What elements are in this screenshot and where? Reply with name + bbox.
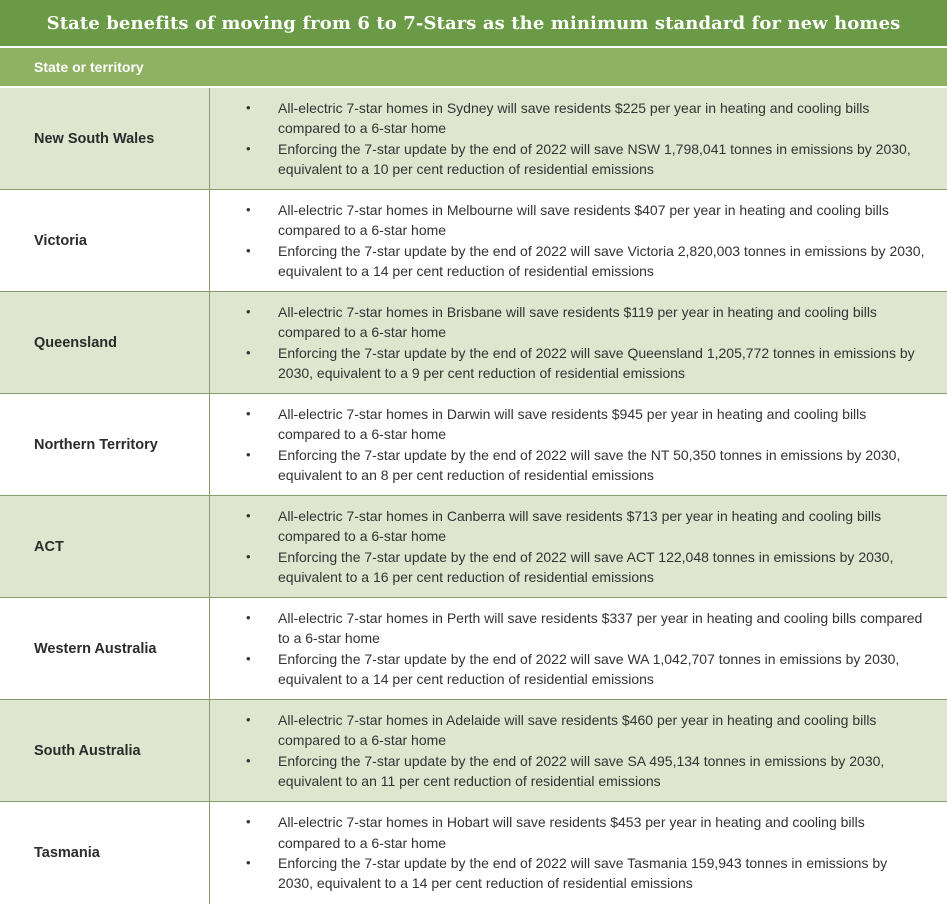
list-item (210, 812, 925, 853)
list-item (210, 547, 925, 588)
benefits-list (210, 394, 947, 495)
table-row (0, 292, 947, 394)
benefits-table (0, 86, 947, 904)
list-item (210, 302, 925, 343)
state-name: Queensland (0, 292, 210, 393)
bullet-text: Enforcing the 7-star update by the end of 2022 will save ACT 122,048 tonnes in emissions by 2030, equivalent to a 16 per cent reduction of residential emissions (278, 548, 894, 585)
bullet-icon: • (246, 405, 251, 421)
bullet-icon: • (246, 752, 251, 768)
benefits-list (210, 802, 947, 904)
bullet-icon: • (246, 507, 251, 523)
bullet-icon: • (246, 201, 251, 217)
bullet-text: All-electric 7-star homes in Melbourne will save residents $407 per year in heating and cooling bills compared to a 6-star home (278, 201, 889, 239)
bullet-icon: • (246, 711, 251, 727)
state-name: Victoria (0, 190, 210, 291)
benefits-list (210, 598, 947, 699)
bullet-icon: • (246, 303, 251, 319)
list-item (210, 445, 925, 486)
list-item (210, 343, 925, 384)
bullet-text: Enforcing the 7-star update by the end of 2022 will save Tasmania 159,943 tonnes in emissions by 2030, equivalent to a 14 per cent reduction of residential emissions (278, 855, 888, 892)
bullet-icon: • (246, 446, 251, 462)
list-item (210, 608, 925, 649)
list-item (210, 200, 925, 241)
bullet-icon: • (246, 344, 251, 360)
table-row (0, 802, 947, 904)
bullet-text: Enforcing the 7-star update by the end of 2022 will save NSW 1,798,041 tonnes in emissions by 2030, equivalent to a 10 per cent reduction of residential emissions (278, 140, 911, 177)
benefits-list (210, 496, 947, 597)
bullet-icon: • (246, 814, 251, 830)
bullet-icon: • (246, 140, 251, 156)
bullet-icon: • (246, 855, 251, 870)
benefits-list (210, 700, 947, 801)
bullet-text: All-electric 7-star homes in Hobart will save residents $453 per year in heating and cooling bills compared to a 6-star home (278, 814, 865, 851)
table-row (0, 496, 947, 598)
bullet-text: All-electric 7-star homes in Brisbane will save residents $119 per year in heating and cooling bills compared to a 6-star home (278, 303, 877, 341)
bullet-text: Enforcing the 7-star update by the end of 2022 will save the NT 50,350 tonnes in emissions by 2030, equivalent to an 8 per cent reduction of residential emissions (278, 446, 901, 483)
bullet-text: All-electric 7-star homes in Darwin will save residents $945 per year in heating and cooling bills compared to a 6-star home (278, 405, 867, 443)
bullet-text: Enforcing the 7-star update by the end of 2022 will save WA 1,042,707 tonnes in emissions by 2030, equivalent to a 14 per cent reduction of residential emissions (278, 650, 900, 687)
bullet-icon: • (246, 609, 251, 625)
bullet-text: Enforcing the 7-star update by the end of 2022 will save Victoria 2,820,003 tonnes in emissions by 2030, equivalent to a 14 per cent reduction of residential emissions (278, 242, 925, 279)
list-item (210, 506, 925, 547)
list-item (210, 751, 925, 792)
list-item (210, 853, 925, 894)
list-item (210, 241, 925, 282)
benefits-list (210, 190, 947, 291)
list-item (210, 649, 925, 690)
benefits-list (210, 88, 947, 189)
bullet-text: All-electric 7-star homes in Adelaide will save residents $460 per year in heating and cooling bills compared to a 6-star home (278, 711, 877, 749)
column-header (0, 46, 947, 86)
bullet-text: All-electric 7-star homes in Canberra will save residents $713 per year in heating and cooling bills compared to a 6-star home (278, 507, 882, 545)
state-name: ACT (0, 496, 210, 597)
state-name: South Australia (0, 700, 210, 801)
table-row (0, 394, 947, 496)
benefits-list (210, 292, 947, 393)
column-header-label: State or territory (34, 59, 144, 75)
bullet-icon: • (246, 242, 251, 258)
state-name: New South Wales (0, 88, 210, 189)
bullet-icon: • (246, 548, 251, 564)
list-item (210, 404, 925, 445)
table-row (0, 700, 947, 802)
state-name: Tasmania (0, 802, 210, 904)
bullet-icon: • (246, 650, 251, 666)
bullet-icon: • (246, 99, 251, 115)
bullet-text: All-electric 7-star homes in Sydney will save residents $225 per year in heating and cooling bills compared to a 6-star home (278, 99, 870, 137)
state-name: Western Australia (0, 598, 210, 699)
list-item (210, 139, 925, 180)
bullet-text: Enforcing the 7-star update by the end of 2022 will save SA 495,134 tonnes in emissions by 2030, equivalent to an 11 per cent reduction of residential emissions (278, 752, 885, 789)
table-row (0, 190, 947, 292)
table-title: State benefits of moving from 6 to 7-Stars as the minimum standard for new homes (0, 0, 947, 46)
table-row (0, 598, 947, 700)
bullet-text: All-electric 7-star homes in Perth will save residents $337 per year in heating and cooling bills compared to a 6-star home (278, 609, 923, 647)
list-item (210, 710, 925, 751)
table-row (0, 88, 947, 190)
list-item (210, 98, 925, 139)
state-name: Northern Territory (0, 394, 210, 495)
bullet-text: Enforcing the 7-star update by the end of 2022 will save Queensland 1,205,772 tonnes in emissions by 2030, equivalent to a 9 per cent reduction of residential emissions (278, 344, 915, 381)
